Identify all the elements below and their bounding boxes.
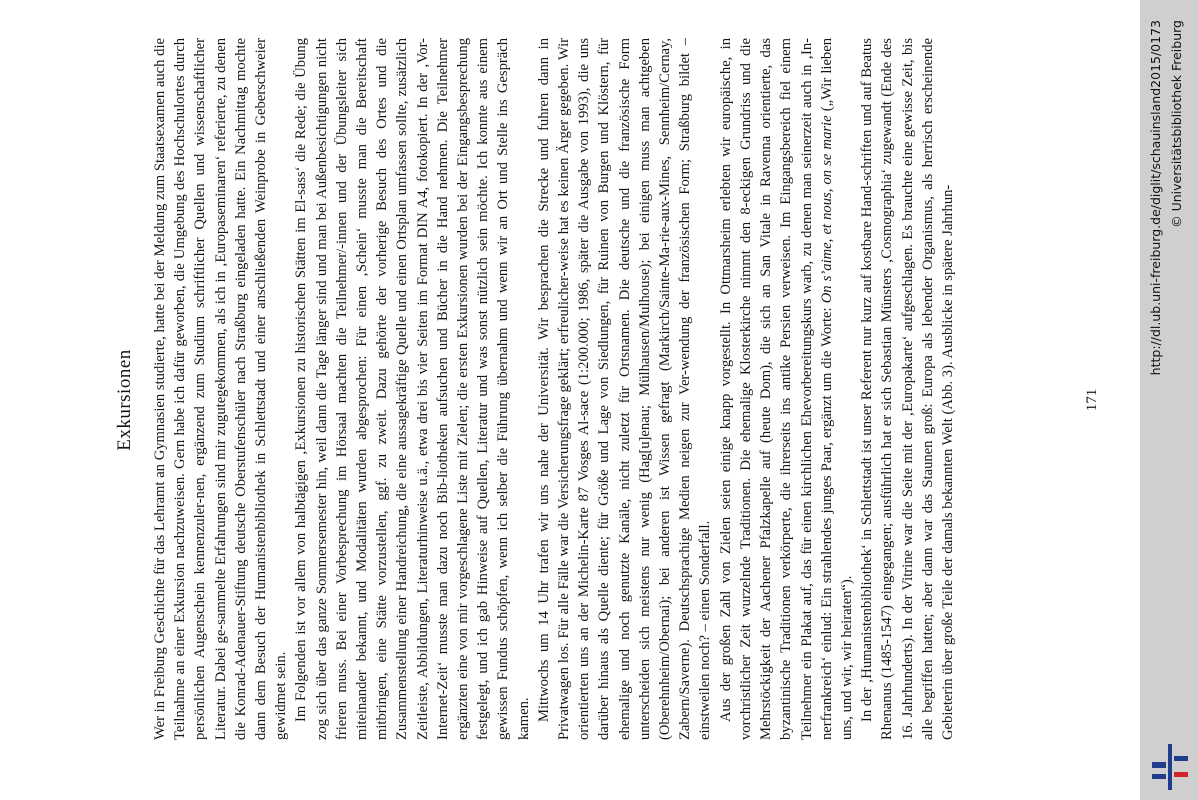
quote-translation: („Wir lieben uns, und wir, wir heiraten“). xyxy=(818,38,855,740)
paragraph-2: Im Folgenden ist vor allem von halbtägigen ‚Exkursionen zu historischen Stätten im El-sass‘ die Rede; die Übung zog sich über das ganze Sommersemester hin, weil dann die Tage länger sind und man bei Außenbesichtigungen nicht frieren muss. Bei einer Vorbesprechung im Hörsaal machten die Teilnehmer/-innen und der Übungsleiter sich miteinander bekannt, und Modalitäten wurden abgesprochen: Für einen ‚Schein‘ musste man die Bereitschaft mitbringen, eine Stätte vorzustellen, ggf. zu zweit. Dazu gehörte der vorherige Besuch des Ortes und die Zusammenstellung einer Handreichung, die eine aussagekräftige Quelle und einen Ortsplan umfassen sollte, zusätzlich Zeitleiste, Abbildungen, Literaturhinweise u.ä., etwa drei bis vier Seiten im Format DIN A4, fotokopiert. In der ‚Vor-Internet-Zeit‘ musste man dazu noch Bib-liotheken aufsuchen und Bücher in die Hand nehmen. Die Teilnehmer ergänzten eine von mir vorgeschlagene Liste mit Zielen; die ersten Exkursionen wurden bei der Eingangsbesprechung festgelegt, und ich gab Hinweise auf Quellen, Literatur und was sonst nützlich sein möchte. Ich konnte aus einem gewissen Fundus schöpfen, wenn ich selber die Führung übernahm und wenn wir an Ort und Stelle ins Gespräch kamen. xyxy=(293,38,532,740)
copyright-notice: © Universitätsbibliothek Freiburg xyxy=(1169,20,1184,228)
paragraph-4 xyxy=(716,38,857,740)
body-text xyxy=(150,38,1055,740)
paragraph-1: Wer in Freiburg Geschichte für das Lehramt an Gymnasien studierte, hatte bei der Meldung zum Staatsexamen auch die Teilnahme an einer Exkursion nachzuweisen. Gern habe ich dafür geworben, die Umgebung des Hochschulortes durch persönlichen Augenschein kennenzuler-nen, ergänzend zum Studium schriftlicher Quellen und wissenschaftlicher Literatur. Dabei ge-sammelte Erfahrungen sind mir zugutegekommen, als ich in ‚Europaseminaren‘ referierte, zu denen die Konrad-Adenauer-Stiftung deutsche Oberstufenschüler nach Straßburg eingeladen hatte. Ein Nachmittag mochte dann dem Besuch der Humanistenbibliothek in Schlettstadt und einer anschließenden Weinprobe in Geberschweier gewidmet sein. xyxy=(152,38,290,740)
logo-bar-right-upper xyxy=(1174,756,1188,761)
logo-bar-right-lower xyxy=(1174,772,1188,777)
source-url-link[interactable]: http://dl.ub.uni-freiburg.de/diglit/schauinsland2015/0173 xyxy=(1148,20,1163,376)
logo-bar-left-upper xyxy=(1152,762,1166,768)
italic-quote: On s’aime, et nous, on se marie xyxy=(818,115,835,304)
university-library-logo-icon xyxy=(1150,744,1190,790)
logo-bar-left-lower xyxy=(1152,774,1166,779)
paragraph-4-text: Aus der großen Zahl von Zielen seien einige knapp vorgestellt. In Ottmarsheim erlebten wir europäische, in vorchristlicher Zeit wurzelnde Traditionen. Die ehemalige Klosterkirche nimmt den 8-eckigen Grundriss und die Mehrstöckigkeit der Aachener Pfalzkapelle auf (heute Dom), die sich an San Vitale in Ravenna orientierte, das byzantinische Traditionen verkörperte, die ihrerseits ins antike Persien verweisen. Im Eingangsbereich fiel einem Teilnehmer ein Plakat auf, das für einen kirchlichen Ehevorbereitungskurs warb, zu denen man seinerzeit auch in ‚In-nerfrankreich‘ einlud: Ein strahlendes junges Paar, ergänzt um die Worte: xyxy=(717,38,835,740)
running-head: Exkursionen xyxy=(114,349,135,451)
paragraph-5: In der ‚Humanistenbibliothek‘ in Schlettstadt ist unser Referent nur kurz auf kostbare Hand-schriften und auf Beatus Rhenanus (1485-1547) eingegangen; ausführlich hat er sich Sebastian Münsters ‚Cosmographia‘ zugewandt (Ende des 16. Jahrhunderts). In der Vitrine war die Seite mit der ‚Europakarte‘ aufgeschlagen. Es brauchte eine gewisse Zeit, bis alle begriffen hatten; aber dann war das Staunen groß: Europa als lebender Organismus, als herrisch erscheinende Gebieterin über große Teile der damals bekannten Welt (Abb. 3). Ausblicke in spätere Jahrhun- xyxy=(859,38,956,740)
repository-strip xyxy=(1140,0,1198,800)
paragraph-3: Mittwochs um 14 Uhr trafen wir uns nahe der Universität. Wir besprachen die Strecke und fuhren dann in Privatwagen los. Für alle Fälle war die Versicherungsfrage geklärt; erfreulicher-weise hat es keinen Ärger gegeben. Wir orientierten uns an der Michelin-Karte 87 Vosges Al-sace (1:200.000; 1986, später die Ausgabe von 1993), die uns darüber hinaus als Quelle diente; für Größe und Lage von Siedlungen, für Ruinen von Burgen und Klöstern, für ehemalige und noch genutzte Kanäle, nicht zuletzt für Ortsnamen. Die deutsche und die französische Form unterscheiden sich meistens nur wenig (Hag[u]enau; Mülhausen/Mulhouse); bei einigen muss man achtgeben (Oberehnheim/Obernai); bei anderen ist Wissen gefragt (Markirch/Sainte-Ma-rie-aux-Mines, Sennheim/Cernay, Zabern/Saverne). Deutschsprachige Medien neigen zur Ver-wendung der französischen Form; Straßburg bildet – einstweilen noch? – einen Sonderfall. xyxy=(535,38,714,740)
logo-bar-vertical xyxy=(1168,744,1172,790)
repository-strip-text xyxy=(1140,20,1198,780)
page-number: 171 xyxy=(1084,388,1100,412)
